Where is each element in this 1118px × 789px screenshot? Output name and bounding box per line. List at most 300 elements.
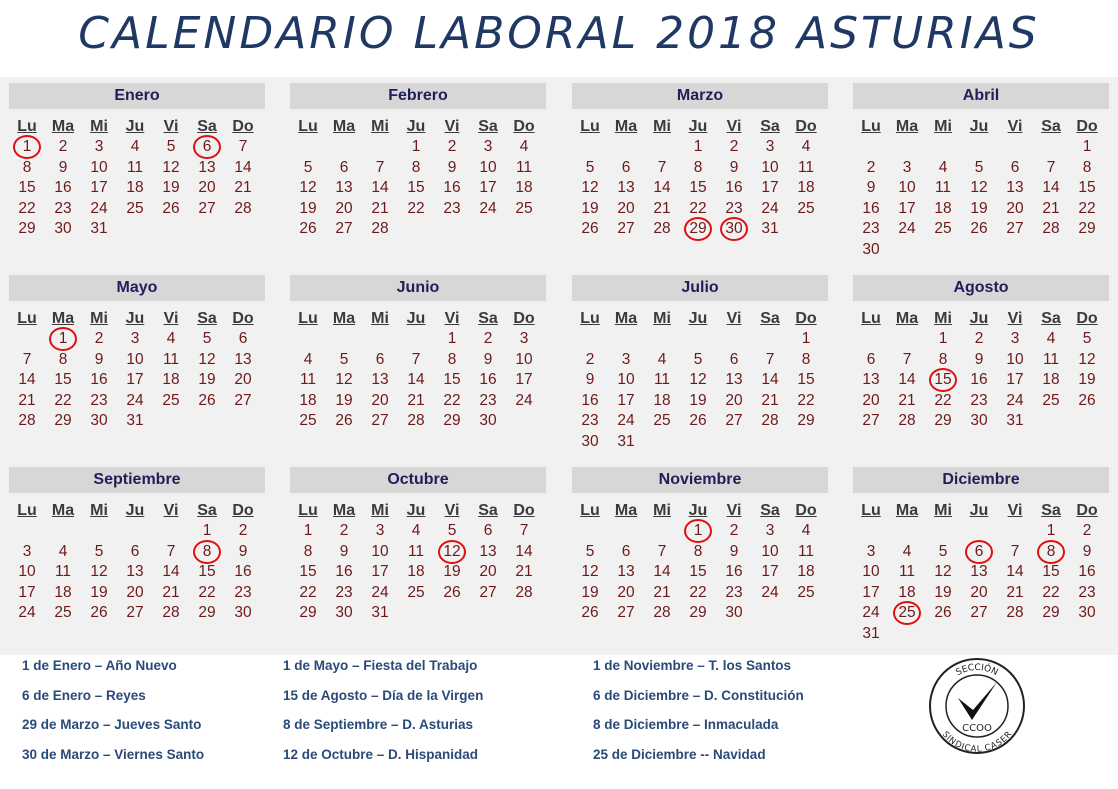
weekday-label: Do: [232, 502, 254, 519]
weekday-label: Ju: [125, 118, 145, 135]
day-cell: 28: [18, 412, 36, 429]
day-cell: 8: [938, 350, 948, 368]
day-cell: 26: [90, 604, 108, 621]
day-cell: 30: [234, 604, 252, 621]
day-cell: 24: [515, 391, 533, 409]
holiday-day-cell: 30: [716, 219, 752, 240]
day-cell: 2: [339, 522, 349, 539]
weekday-label: Mi: [371, 118, 389, 135]
day-cell: 19: [581, 199, 599, 217]
day-cell: 19: [162, 179, 180, 196]
day-cell: 28: [898, 412, 916, 429]
day-cell: 18: [515, 179, 533, 196]
day-cell: 26: [299, 220, 317, 237]
day-cell: 16: [725, 179, 743, 196]
holiday-day-cell: 12: [434, 542, 470, 563]
month-junio: [290, 275, 546, 432]
logo-bottom-text: SINDICAL CASER: [939, 729, 1015, 755]
day-cell: 22: [407, 199, 425, 217]
day-cell: 7: [765, 350, 775, 368]
month-marzo: [572, 83, 828, 240]
weekday-label: Mi: [934, 502, 952, 519]
weekday-label: Lu: [298, 118, 318, 135]
month-header: Junio: [290, 275, 546, 301]
weekday-label: Ma: [332, 118, 356, 135]
weekday-label: Sa: [760, 502, 780, 519]
month-days-grid: [9, 309, 265, 432]
day-cell: 23: [862, 220, 880, 237]
day-cell: 1: [303, 522, 313, 539]
day-cell: 14: [407, 371, 425, 388]
day-cell: 1: [202, 522, 212, 539]
weekday-label: Sa: [478, 118, 498, 135]
day-cell: 15: [689, 563, 707, 580]
day-cell: 2: [447, 138, 457, 155]
weekday-label: Lu: [861, 118, 881, 135]
day-cell: 19: [335, 391, 353, 409]
day-cell: 28: [653, 220, 671, 237]
day-cell: 6: [339, 158, 349, 176]
empty-day-cell: [853, 329, 889, 350]
legend-item: 1 de Enero – Año Nuevo: [22, 658, 177, 673]
day-cell: 19: [1078, 371, 1096, 388]
day-cell: 28: [371, 220, 389, 237]
day-cell: 14: [371, 179, 389, 196]
empty-day-cell: [889, 329, 925, 350]
day-cell: 22: [299, 583, 317, 601]
empty-day-cell: [81, 521, 117, 542]
day-cell: 19: [689, 391, 707, 409]
holiday-day-cell: 8: [189, 542, 225, 563]
day-cell: 14: [234, 158, 252, 176]
day-cell: 9: [483, 350, 493, 368]
weekday-label: Sa: [760, 310, 780, 327]
day-cell: 4: [902, 542, 912, 560]
day-cell: 23: [479, 391, 497, 409]
day-cell: 15: [689, 179, 707, 196]
day-cell: 17: [18, 583, 36, 601]
holiday-day-cell: 25: [889, 603, 925, 624]
empty-day-cell: [398, 329, 434, 350]
day-cell: 17: [126, 371, 144, 388]
empty-day-cell: [961, 137, 997, 158]
holiday-day-cell: 6: [961, 542, 997, 563]
day-cell: 23: [234, 583, 252, 601]
weekday-label: Ju: [969, 310, 989, 327]
day-cell: 9: [94, 350, 104, 368]
day-cell: 22: [1078, 199, 1096, 217]
day-cell: 21: [371, 199, 389, 217]
ccoo-seal-logo: [927, 656, 1027, 756]
day-cell: 2: [58, 138, 68, 155]
empty-day-cell: [362, 137, 398, 158]
weekday-label: Sa: [1041, 310, 1061, 327]
day-cell: 26: [335, 412, 353, 429]
day-cell: 15: [198, 563, 216, 580]
day-cell: 24: [126, 391, 144, 409]
month-days-grid: [853, 117, 1109, 260]
day-cell: 23: [90, 391, 108, 409]
day-cell: 6: [866, 350, 876, 368]
empty-day-cell: [290, 137, 326, 158]
month-header: Noviembre: [572, 467, 828, 493]
day-cell: 13: [234, 350, 252, 368]
day-cell: 11: [54, 563, 72, 580]
empty-day-cell: [644, 329, 680, 350]
weekday-label: Mi: [90, 118, 108, 135]
month-julio: [572, 275, 828, 452]
day-cell: 30: [479, 412, 497, 429]
weekday-label: Lu: [580, 502, 600, 519]
day-cell: 5: [938, 542, 948, 560]
weekday-label: Vi: [444, 118, 460, 135]
day-cell: 21: [18, 391, 36, 409]
day-cell: 21: [1006, 583, 1024, 601]
day-cell: 25: [797, 583, 815, 601]
holiday-day-cell: 1: [45, 329, 81, 350]
day-cell: 19: [970, 199, 988, 217]
day-cell: 10: [515, 350, 533, 368]
weekday-label: Ma: [895, 118, 919, 135]
day-cell: 19: [198, 371, 216, 388]
day-cell: 29: [1078, 220, 1096, 237]
day-cell: 19: [90, 583, 108, 601]
day-cell: 10: [18, 563, 36, 580]
day-cell: 10: [761, 158, 779, 176]
day-cell: 29: [198, 604, 216, 621]
day-cell: 23: [970, 391, 988, 409]
day-cell: 27: [1006, 220, 1024, 237]
day-cell: 2: [1082, 522, 1092, 539]
day-cell: 7: [166, 542, 176, 560]
day-cell: 3: [866, 542, 876, 560]
day-cell: 22: [54, 391, 72, 409]
day-cell: 5: [339, 350, 349, 368]
day-cell: 27: [725, 412, 743, 429]
empty-day-cell: [572, 137, 608, 158]
month-header: Marzo: [572, 83, 828, 109]
day-cell: 18: [126, 179, 144, 196]
month-header: Mayo: [9, 275, 265, 301]
day-cell: 13: [479, 542, 497, 560]
day-cell: 10: [1006, 350, 1024, 368]
day-cell: 6: [375, 350, 385, 368]
day-cell: 24: [898, 220, 916, 237]
day-cell: 26: [443, 583, 461, 601]
day-cell: 10: [862, 563, 880, 580]
day-cell: 30: [862, 240, 880, 258]
legend-column: [593, 655, 804, 773]
day-cell: 4: [519, 138, 529, 155]
weekday-label: Do: [232, 310, 254, 327]
day-cell: 5: [585, 158, 595, 176]
empty-day-cell: [997, 137, 1033, 158]
day-cell: 22: [797, 391, 815, 409]
page-title: CALENDARIO LABORAL 2018 ASTURIAS: [78, 8, 1040, 59]
day-cell: 10: [761, 542, 779, 560]
day-cell: 13: [725, 371, 743, 388]
day-cell: 16: [862, 199, 880, 217]
day-cell: 13: [1006, 179, 1024, 196]
legend-item: 15 de Agosto – Día de la Virgen: [283, 687, 484, 703]
day-cell: 25: [126, 199, 144, 217]
day-cell: 1: [801, 330, 811, 347]
day-cell: 11: [162, 350, 180, 368]
weekday-label: Mi: [934, 118, 952, 135]
day-cell: 6: [1010, 158, 1020, 176]
weekday-label: Ju: [125, 502, 145, 519]
day-cell: 4: [166, 330, 176, 347]
legend-item: 6 de Enero – Reyes: [22, 687, 146, 703]
day-cell: 27: [970, 604, 988, 621]
day-cell: 18: [407, 563, 425, 580]
day-cell: 12: [162, 158, 180, 176]
day-cell: 18: [54, 583, 72, 601]
day-cell: 3: [765, 522, 775, 539]
day-cell: 15: [54, 371, 72, 388]
day-cell: 30: [581, 432, 599, 450]
day-cell: 17: [371, 563, 389, 580]
day-cell: 4: [938, 158, 948, 176]
holiday-day-cell: 6: [189, 137, 225, 158]
day-cell: 20: [479, 563, 497, 580]
day-cell: 4: [303, 350, 313, 368]
weekday-label: Ma: [51, 310, 75, 327]
day-cell: 31: [862, 624, 880, 642]
day-cell: 29: [797, 412, 815, 429]
weekday-label: Vi: [726, 502, 742, 519]
day-cell: 8: [303, 542, 313, 560]
day-cell: 9: [447, 158, 457, 176]
weekday-label: Ma: [51, 502, 75, 519]
day-cell: 18: [797, 563, 815, 580]
day-cell: 6: [483, 522, 493, 539]
day-cell: 11: [898, 563, 916, 580]
day-cell: 7: [1046, 158, 1056, 176]
day-cell: 20: [862, 391, 880, 409]
day-cell: 12: [581, 563, 599, 580]
day-cell: 20: [198, 179, 216, 196]
day-cell: 13: [371, 371, 389, 388]
empty-day-cell: [752, 329, 788, 350]
legend-item: 29 de Marzo – Jueves Santo: [22, 717, 202, 732]
day-cell: 6: [621, 542, 631, 560]
month-febrero: [290, 83, 546, 240]
empty-day-cell: [608, 329, 644, 350]
day-cell: 22: [18, 199, 36, 217]
empty-day-cell: [572, 521, 608, 542]
day-cell: 24: [761, 583, 779, 601]
empty-day-cell: [925, 521, 961, 542]
day-cell: 23: [581, 412, 599, 429]
day-cell: 10: [126, 350, 144, 368]
day-cell: 13: [198, 158, 216, 176]
day-cell: 16: [970, 371, 988, 388]
day-cell: 16: [725, 563, 743, 580]
day-cell: 18: [653, 391, 671, 409]
day-cell: 29: [689, 604, 707, 621]
month-days-grid: [572, 501, 828, 624]
day-cell: 2: [729, 522, 739, 539]
day-cell: 7: [519, 522, 529, 539]
day-cell: 8: [1082, 158, 1092, 176]
day-cell: 17: [90, 179, 108, 196]
day-cell: 19: [581, 583, 599, 601]
day-cell: 18: [934, 199, 952, 217]
day-cell: 25: [653, 412, 671, 429]
day-cell: 2: [974, 330, 984, 347]
day-cell: 13: [335, 179, 353, 196]
day-cell: 3: [519, 330, 529, 347]
day-cell: 22: [198, 583, 216, 601]
day-cell: 5: [202, 330, 212, 347]
day-cell: 22: [1042, 583, 1060, 601]
weekday-label: Sa: [760, 118, 780, 135]
day-cell: 19: [934, 583, 952, 601]
day-cell: 20: [617, 199, 635, 217]
day-cell: 24: [479, 199, 497, 217]
day-cell: 4: [411, 522, 421, 539]
day-cell: 12: [934, 563, 952, 580]
day-cell: 29: [299, 604, 317, 621]
month-days-grid: [853, 309, 1109, 432]
day-cell: 30: [725, 604, 743, 621]
day-cell: 14: [18, 371, 36, 388]
weekday-label: Ju: [688, 310, 708, 327]
month-header: Enero: [9, 83, 265, 109]
weekday-label: Lu: [298, 502, 318, 519]
day-cell: 21: [407, 391, 425, 409]
day-cell: 4: [801, 138, 811, 155]
weekday-label: Do: [795, 310, 817, 327]
day-cell: 30: [335, 604, 353, 621]
legend-item: 30 de Marzo – Viernes Santo: [22, 746, 205, 762]
day-cell: 17: [515, 371, 533, 388]
month-days-grid: [572, 117, 828, 240]
day-cell: 14: [1042, 179, 1060, 196]
legend-item: 25 de Diciembre -- Navidad: [593, 746, 766, 762]
month-noviembre: [572, 467, 828, 624]
month-days-grid: [290, 501, 546, 624]
month-days-grid: [572, 309, 828, 452]
weekday-label: Ma: [614, 118, 638, 135]
day-cell: 17: [617, 391, 635, 409]
day-cell: 18: [898, 583, 916, 601]
weekday-label: Do: [795, 502, 817, 519]
day-cell: 27: [335, 220, 353, 237]
weekday-label: Lu: [17, 118, 37, 135]
day-cell: 5: [693, 350, 703, 368]
day-cell: 16: [90, 371, 108, 388]
day-cell: 9: [58, 158, 68, 176]
day-cell: 27: [617, 604, 635, 621]
weekday-label: Vi: [444, 310, 460, 327]
day-cell: 13: [617, 563, 635, 580]
day-cell: 26: [198, 391, 216, 409]
day-cell: 27: [862, 412, 880, 429]
day-cell: 13: [126, 563, 144, 580]
day-cell: 8: [693, 542, 703, 560]
day-cell: 7: [22, 350, 32, 368]
day-cell: 25: [54, 604, 72, 621]
day-cell: 3: [902, 158, 912, 176]
day-cell: 6: [130, 542, 140, 560]
day-cell: 15: [1078, 179, 1096, 196]
day-cell: 28: [162, 604, 180, 621]
day-cell: 24: [1006, 391, 1024, 409]
day-cell: 19: [443, 563, 461, 580]
day-cell: 15: [797, 371, 815, 388]
day-cell: 22: [934, 391, 952, 409]
weekday-label: Vi: [163, 502, 179, 519]
day-cell: 21: [898, 391, 916, 409]
day-cell: 9: [339, 542, 349, 560]
day-cell: 31: [90, 220, 108, 237]
weekday-label: Vi: [1007, 118, 1023, 135]
day-cell: 17: [761, 179, 779, 196]
logo-top-text: SECCIÓN: [954, 662, 1000, 679]
weekday-label: Mi: [90, 310, 108, 327]
month-abril: [853, 83, 1109, 260]
weekday-label: Lu: [17, 502, 37, 519]
weekday-label: Ju: [969, 118, 989, 135]
day-cell: 3: [94, 138, 104, 155]
weekday-label: Ma: [614, 310, 638, 327]
day-cell: 21: [761, 391, 779, 409]
day-cell: 23: [443, 199, 461, 217]
logo-center-text: CCOO: [962, 723, 992, 734]
empty-day-cell: [45, 521, 81, 542]
month-header: Abril: [853, 83, 1109, 109]
day-cell: 7: [902, 350, 912, 368]
weekday-label: Vi: [163, 310, 179, 327]
day-cell: 24: [90, 199, 108, 217]
day-cell: 25: [934, 220, 952, 237]
weekday-label: Do: [513, 310, 535, 327]
day-cell: 3: [1010, 330, 1020, 347]
weekday-label: Sa: [478, 310, 498, 327]
day-cell: 14: [1006, 563, 1024, 580]
empty-day-cell: [362, 329, 398, 350]
weekday-label: Mi: [934, 310, 952, 327]
weekday-label: Sa: [1041, 502, 1061, 519]
weekday-label: Vi: [444, 502, 460, 519]
day-cell: 9: [729, 158, 739, 176]
month-days-grid: [9, 117, 265, 240]
day-cell: 11: [797, 158, 815, 176]
day-cell: 12: [1078, 350, 1096, 368]
empty-day-cell: [889, 137, 925, 158]
day-cell: 5: [974, 158, 984, 176]
day-cell: 12: [689, 371, 707, 388]
empty-day-cell: [608, 521, 644, 542]
weekday-label: Ju: [406, 502, 426, 519]
day-cell: 23: [725, 199, 743, 217]
empty-day-cell: [644, 137, 680, 158]
day-cell: 26: [689, 412, 707, 429]
day-cell: 6: [729, 350, 739, 368]
day-cell: 28: [515, 583, 533, 601]
weekday-label: Do: [1076, 502, 1098, 519]
day-cell: 27: [371, 412, 389, 429]
day-cell: 29: [1042, 604, 1060, 621]
day-cell: 7: [657, 542, 667, 560]
weekday-label: Lu: [580, 310, 600, 327]
weekday-label: Do: [513, 118, 535, 135]
day-cell: 22: [689, 199, 707, 217]
day-cell: 30: [90, 412, 108, 429]
day-cell: 16: [234, 563, 252, 580]
